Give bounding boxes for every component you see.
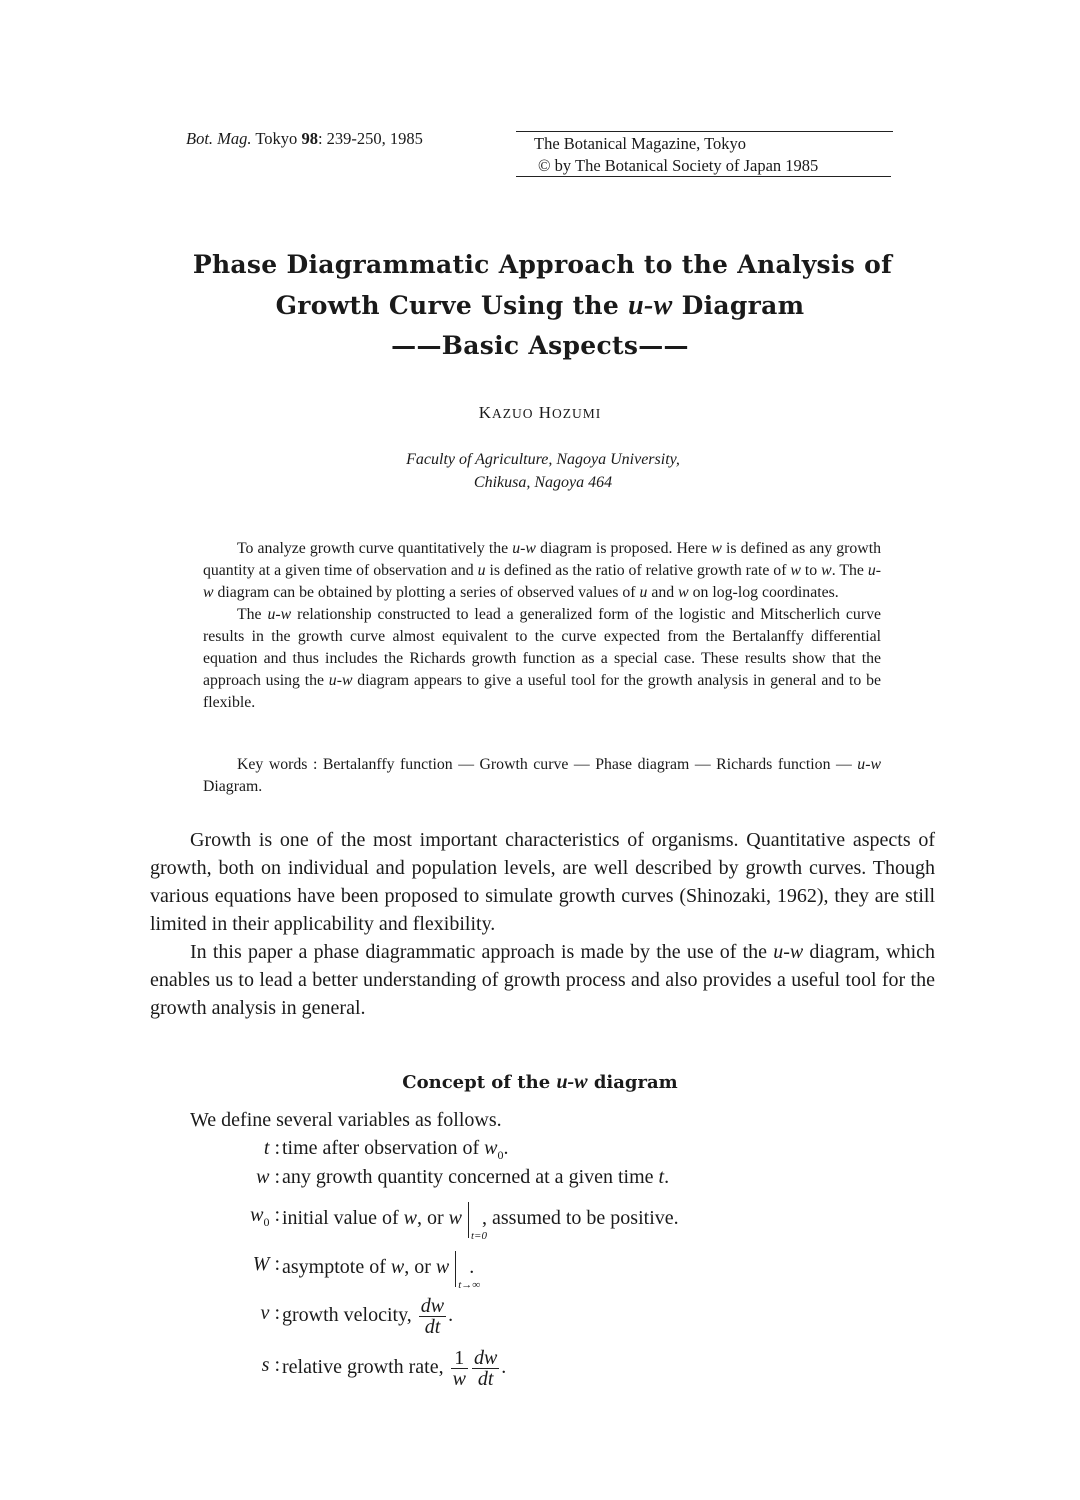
abstract-text: relationship constructed to lead a generalized form of the logistic and Mitscherlich curve results in the growth curve almost equivalent to the curve expected from the Bertalanffy differential equation and thus includes the Richards growth function as a special case. These results show that the approach using the — [203, 606, 881, 689]
abstract-text: diagram appears to give a useful tool for the growth analysis in general and to be flexible. — [203, 672, 881, 711]
def-end: , assumed to be positive. — [482, 1207, 679, 1229]
copyright-box — [516, 133, 891, 177]
def-end: . — [448, 1304, 454, 1327]
body-text — [150, 826, 935, 1022]
abstract-text: . The — [831, 562, 868, 579]
abstract — [203, 538, 881, 714]
title-line-3: ——Basic Aspects—— — [391, 331, 689, 360]
evaluation-bar — [462, 1204, 487, 1242]
def-sub: 0 — [497, 1148, 504, 1162]
pages-year: : 239-250, 1985 — [317, 129, 423, 148]
title-line-1: Phase Diagrammatic Approach to the Analysis of — [192, 250, 893, 279]
abstract-text: and — [647, 584, 679, 601]
definition-s — [261, 1347, 507, 1390]
bar-label: t→∞ — [458, 1279, 481, 1291]
keywords-text: Key words : Bertalanffy function — Growth curve — Phase diagram — Richards function — — [237, 756, 858, 773]
body-text-pre: In this paper a phase diagrammatic approach is made by the use of the — [190, 941, 774, 963]
frac-denominator: w — [452, 1368, 466, 1390]
def-var: w — [448, 1207, 462, 1229]
evaluation-bar — [449, 1253, 481, 1291]
rule-bottom — [516, 176, 891, 177]
def-var: w — [435, 1256, 450, 1278]
def-text: growth velocity, — [282, 1304, 417, 1327]
def-text: initial value of — [282, 1207, 404, 1229]
def-symbol: s : — [261, 1354, 280, 1376]
journal-citation — [186, 129, 423, 149]
fraction-dw-dt — [419, 1296, 446, 1337]
frac-numerator: dw — [473, 1347, 498, 1369]
abstract-var: u-w — [203, 562, 882, 601]
abstract-var: u — [477, 562, 486, 579]
author-last-initial: H — [538, 403, 553, 422]
frac-denominator: dt — [424, 1316, 441, 1338]
definition-v — [260, 1295, 454, 1338]
abstract-var: w — [790, 562, 801, 579]
definition-w — [256, 1166, 670, 1189]
abstract-var: w — [821, 562, 832, 579]
journal-abbrev: Bot. Mag. — [186, 129, 252, 148]
heading-post: diagram — [587, 1072, 678, 1093]
abstract-var: w — [711, 540, 722, 557]
title-line-2-post: Diagram — [672, 291, 805, 320]
def-end: . — [664, 1166, 670, 1188]
abstract-var: u — [639, 584, 648, 601]
symbol-W: W — [252, 1253, 270, 1275]
symbol-v: v — [260, 1302, 270, 1324]
def-text: any growth quantity concerned at a given time — [282, 1166, 659, 1188]
abstract-var: u-w — [267, 606, 292, 623]
body-paragraph-1: Growth is one of the most important characteristics of organisms. Quantitative aspects of growth, both on individual and population levels, are well described by growth curves. Though various equations have been proposed to simulate growth curves (Shinozaki, 1962), they are still limited in their applicability and flexibility. — [150, 829, 935, 935]
abstract-text: diagram can be obtained by plotting a series of observed values of — [213, 584, 640, 601]
affiliation-line-2: Chikusa, Nagoya 464 — [473, 474, 613, 491]
abstract-text: The — [237, 606, 268, 623]
body-paragraph-2 — [150, 938, 935, 1022]
keywords-var: u-w — [857, 756, 881, 773]
def-mid: , or — [416, 1207, 449, 1229]
author-first-initial: K — [478, 403, 492, 422]
abstract-text: is defined as the ratio of relative growth rate of — [485, 562, 791, 579]
symbol-s: s — [261, 1354, 270, 1376]
def-var: w — [484, 1137, 498, 1159]
body-var: u-w — [773, 941, 804, 963]
copyright-line-1: The Botanical Magazine, Tokyo — [534, 134, 747, 153]
def-symbol: v : — [260, 1302, 280, 1324]
abstract-paragraph-1 — [203, 538, 881, 604]
abstract-text: To analyze growth curve quantitatively the — [237, 540, 513, 557]
definitions-intro: We define several variables as follows. — [190, 1109, 502, 1131]
copyright-line-2: © by The Botanical Society of Japan 1985 — [538, 156, 819, 175]
def-text: asymptote of — [282, 1256, 391, 1278]
body-text-post: diagram, which enables us to lead a better understanding of growth process and also provides a useful tool for the growth analysis in general. — [150, 941, 935, 1019]
heading-var: u-w — [556, 1071, 588, 1093]
journal-city: Tokyo — [255, 129, 298, 148]
def-var: w — [403, 1207, 417, 1229]
heading-pre: Concept of the — [402, 1072, 557, 1093]
def-var: w — [390, 1256, 405, 1278]
volume-number: 98 — [301, 129, 318, 148]
def-text: time after observation of — [282, 1137, 485, 1159]
title-uw-var: u-w — [628, 290, 673, 321]
fraction-1-w — [451, 1348, 468, 1389]
def-symbol: t : — [263, 1137, 280, 1159]
def-end: . — [469, 1256, 475, 1278]
fraction-dw-dt — [472, 1348, 499, 1389]
def-var: t — [658, 1166, 665, 1188]
rule-top — [516, 131, 893, 132]
symbol-t: t — [263, 1137, 270, 1159]
frac-denominator: dt — [477, 1368, 494, 1390]
symbol-w: w — [250, 1204, 264, 1226]
keywords-paragraph — [203, 754, 881, 798]
bar-label: t=0 — [471, 1230, 487, 1242]
frac-numerator: 1 — [451, 1348, 468, 1369]
def-symbol: $w_0$ : — [250, 1204, 280, 1229]
def-end: . — [503, 1137, 509, 1159]
def-mid: , or — [404, 1256, 436, 1278]
def-symbol: w : — [256, 1166, 280, 1188]
symbol-w: w — [256, 1166, 270, 1188]
def-end: . — [501, 1356, 507, 1379]
author-name — [0, 403, 1080, 423]
abstract-text: diagram is proposed. Here — [535, 540, 712, 557]
author-first-rest: AZUO — [492, 406, 534, 421]
abstract-text: on log-log coordinates. — [688, 584, 839, 601]
section-heading — [0, 1071, 1080, 1094]
definition-t — [263, 1137, 509, 1163]
abstract-var: u-w — [328, 672, 353, 689]
frac-numerator: dw — [420, 1295, 445, 1317]
def-symbol: W : — [252, 1253, 280, 1275]
abstract-text: is defined as any growth quantity at a given time of observation and — [203, 540, 881, 579]
keywords — [203, 754, 881, 798]
title-line-2 — [0, 290, 1080, 322]
affiliation — [0, 448, 1080, 494]
abstract-var: u-w — [512, 540, 536, 557]
title-line-2-pre: Growth Curve Using the — [275, 291, 629, 320]
abstract-text: to — [800, 562, 822, 579]
author-last-rest: OZUMI — [552, 406, 602, 421]
keywords-end: Diagram. — [203, 778, 263, 795]
abstract-var: w — [678, 584, 689, 601]
abstract-paragraph-2 — [203, 604, 881, 714]
affiliation-line-1: Faculty of Agriculture, Nagoya University, — [406, 451, 680, 468]
symbol-sub: 0 — [263, 1215, 270, 1229]
definition-W — [252, 1253, 481, 1291]
def-text: relative growth rate, — [282, 1356, 449, 1379]
definition-w0 — [250, 1204, 679, 1242]
